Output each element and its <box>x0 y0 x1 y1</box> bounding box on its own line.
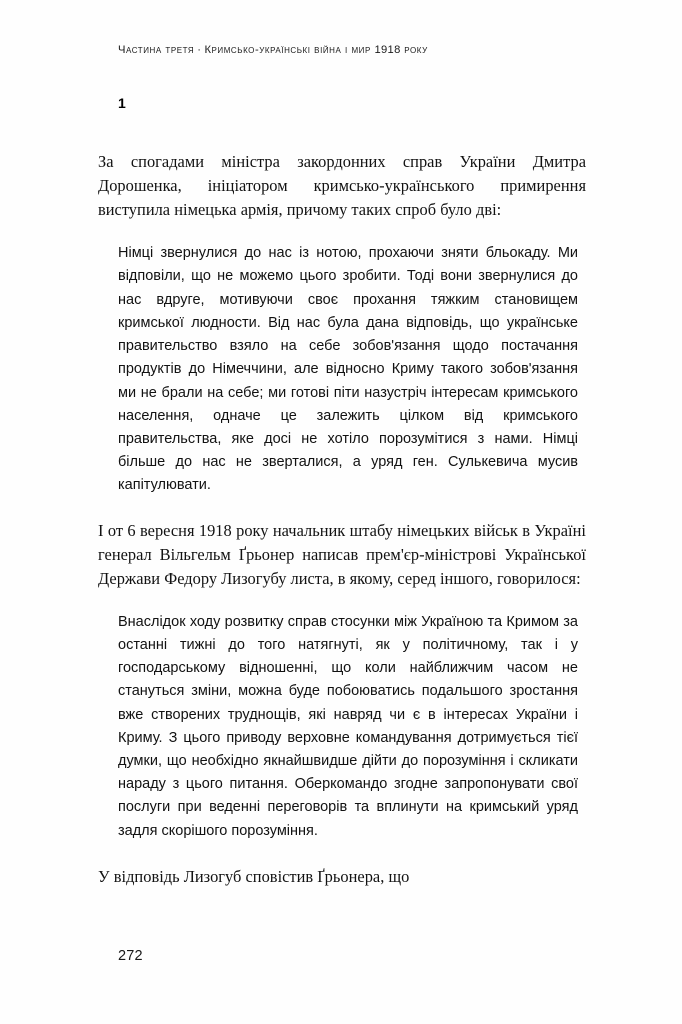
blockquote-second: Внаслідок ходу розвитку справ стосунки між Україною та Кримом за останні тижні до того натягнуті, як у політичному, так і у господарському відношенні, що коли найближчим часом не стануться зміни, можна буде побоюватись подальшого зростання вже створених труднощів, які навряд чи є в інтересах України і Криму. З цього приводу верховне командування дотримується тієї думки, що необхідно якнайшвидше дійти до порозуміння і скликати нараду з цього питання. Оберкомандо згодне запропонувати свої послуги при веденні переговорів та вплинути на кримський уряд задля скорішого порозуміння. <box>118 613 578 839</box>
page-number: 272 <box>118 948 143 964</box>
blockquote-first: Німці звернулися до нас із нотою, прохаючи зняти бльокаду. Ми відповіли, що не можемо цього зробити. Тоді вони звернулися до нас вдруге, мотивуючи своє прохання тяжким становищем кримської людности. Від нас була дана відповідь, що українське правительство взяло на себе зобов'язання щодо постачання продуктів до Німеччини, але відносно Криму такого зобов'язання ми не брали на себе; ми готові піти назустріч інтересам кримського населення, одначе це залежить цілком від кримського правительства, яке досі не хотіло порозумітися з нами. Німці більше до нас не зверталися, а уряд ген. Сулькевича мусив капітулювати. <box>118 245 578 494</box>
section-number: 1 <box>118 95 126 111</box>
page-content <box>98 94 586 889</box>
spacer <box>98 498 586 519</box>
spacer <box>98 591 586 611</box>
running-head-separator: · <box>197 44 202 56</box>
spacer <box>98 112 586 150</box>
spacer <box>98 843 586 865</box>
spacer <box>98 222 586 242</box>
paragraph-closing: У відповідь Лизогуб сповістив Ґрьонера, що <box>98 866 410 886</box>
paragraph-middle: І от 6 вересня 1918 року начальник штабу німецьких військ в Україні генерал Вільгельм Ґрьонер написав прем'єр-міністрові Української Держави Федору Лизогубу листа, в якому, серед іншого, говорилося: <box>98 520 586 588</box>
running-head-year: 1918 <box>374 44 401 56</box>
running-head-year-suffix: року <box>404 44 428 56</box>
running-head-chapter: Кримсько-українські війна і мир <box>204 44 371 56</box>
running-head-part: Частина третя <box>118 44 195 56</box>
paragraph-intro: За спогадами міністра закордонних справ України Дмитра Дорошенка, ініціатором кримсько-українського примирення виступила німецька армія, причому таких спроб було дві: <box>98 152 586 220</box>
running-head <box>118 44 588 56</box>
